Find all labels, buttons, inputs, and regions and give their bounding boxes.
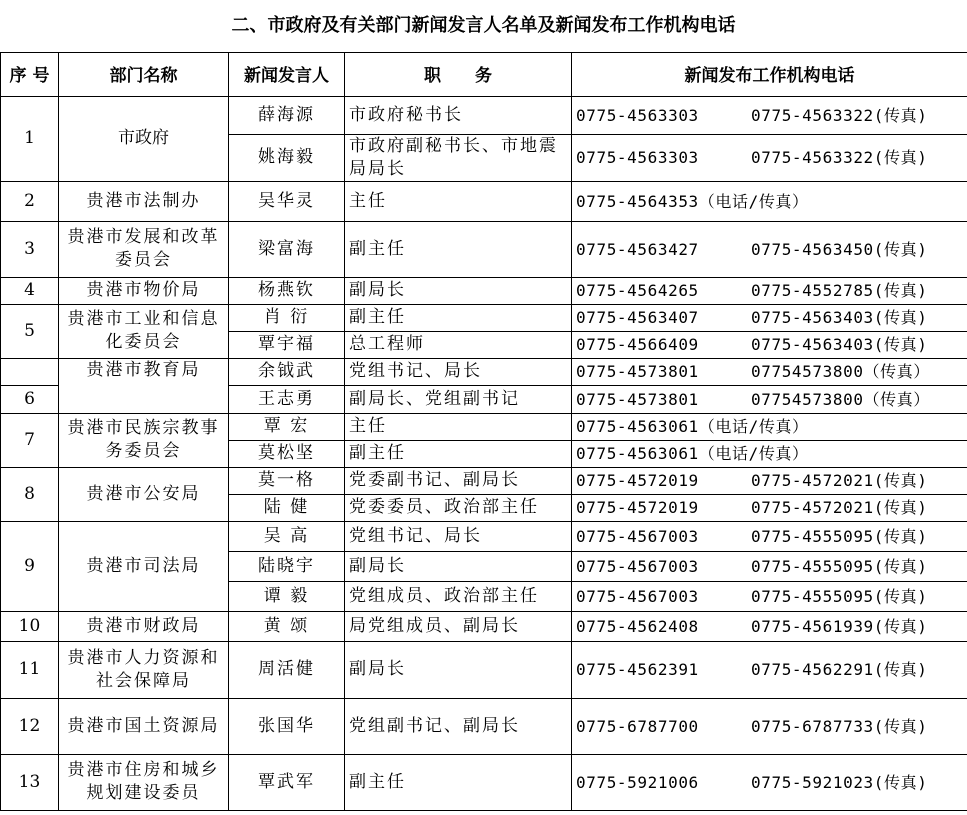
table-row (1, 221, 967, 277)
phone-cell (572, 385, 967, 413)
seq-cell: 3 (1, 221, 59, 277)
table-row (1, 611, 967, 641)
position-cell: 副局长 (345, 551, 572, 581)
header-dept: 部门名称 (59, 52, 229, 96)
phone-main: 0775-5921006 (576, 772, 699, 792)
phone-cell (572, 440, 967, 467)
phone-cell (572, 698, 967, 754)
position-cell: 副主任 (345, 221, 572, 277)
seq-cell: 9 (1, 521, 59, 611)
phone-fax: 0775-4563322(传真) (751, 148, 928, 167)
seq-cell: 2 (1, 181, 59, 221)
page-title: 二、市政府及有关部门新闻发言人名单及新闻发布工作机构电话 (0, 0, 967, 53)
name-cell: 张国华 (229, 698, 345, 754)
dept-cell: 贵港市人力资源和社会保障局 (59, 641, 229, 698)
phone-main: 0775-4563427 (576, 239, 699, 259)
dept-cell: 贵港市司法局 (59, 521, 229, 611)
name-cell: 覃宇福 (229, 331, 345, 358)
phone-main: 0775-4564265 (576, 281, 699, 300)
table-row (1, 467, 967, 494)
position-cell: 党组书记、局长 (345, 521, 572, 551)
name-cell: 覃 宏 (229, 413, 345, 440)
phone-cell (572, 641, 967, 698)
position-cell: 市政府副秘书长、市地震局局长 (345, 134, 572, 181)
phone-main: 0775-4562408 (576, 616, 699, 636)
phone-main: 0775-4563061（电话/传真） (576, 444, 809, 463)
phone-cell (572, 494, 967, 521)
name-cell: 薛海源 (229, 96, 345, 134)
name-cell: 吴 高 (229, 521, 345, 551)
phone-main: 0775-4567003 (576, 586, 699, 606)
header-phone: 新闻发布工作机构电话 (572, 52, 967, 96)
header-spokesman: 新闻发言人 (229, 52, 345, 96)
dept-cell: 市政府 (59, 96, 229, 181)
phone-main: 0775-4563303 (576, 105, 699, 125)
position-cell: 副局长 (345, 277, 572, 304)
phone-main: 0775-4564353（电话/传真） (576, 191, 809, 211)
position-cell: 主任 (345, 181, 572, 221)
position-cell: 主任 (345, 413, 572, 440)
dept-cell: 贵港市国土资源局 (59, 698, 229, 754)
table-row (1, 304, 967, 331)
name-cell: 余钺武 (229, 358, 345, 385)
phone-fax: 0775-5921023(传真) (751, 772, 928, 792)
name-cell: 陆 健 (229, 494, 345, 521)
name-cell: 周活健 (229, 641, 345, 698)
phone-fax: 0775-4555095(传真) (751, 556, 928, 576)
phone-fax: 0775-4562291(传真) (751, 660, 928, 679)
phone-main: 0775-4563303 (576, 148, 699, 167)
position-cell: 总工程师 (345, 331, 572, 358)
dept-cell: 贵港市民族宗教事务委员会 (59, 413, 229, 467)
phone-main: 0775-4563061（电话/传真） (576, 417, 809, 436)
seq-cell: 1 (1, 96, 59, 181)
phone-main: 0775-4566409 (576, 335, 699, 354)
name-cell: 杨燕钦 (229, 277, 345, 304)
name-cell: 王志勇 (229, 385, 345, 413)
dept-cell: 贵港市工业和信息化委员会 (59, 304, 229, 358)
name-cell: 谭 毅 (229, 581, 345, 611)
seq-cell: 12 (1, 698, 59, 754)
dept-cell: 贵港市公安局 (59, 467, 229, 521)
phone-main: 0775-4562391 (576, 660, 699, 679)
header-position: 职 务 (345, 52, 572, 96)
name-cell: 吴华灵 (229, 181, 345, 221)
name-cell: 莫一格 (229, 467, 345, 494)
dept-cell: 贵港市法制办 (59, 181, 229, 221)
phone-fax: 0775-4561939(传真) (751, 616, 928, 636)
table-row (1, 96, 967, 134)
table-row (1, 754, 967, 810)
name-cell: 梁富海 (229, 221, 345, 277)
phone-cell (572, 134, 967, 181)
table-row (1, 277, 967, 304)
seq-cell: 4 (1, 277, 59, 304)
phone-main: 0775-4567003 (576, 526, 699, 546)
table-row (1, 521, 967, 551)
phone-main: 0775-4573801 (576, 362, 699, 381)
name-cell: 覃武军 (229, 754, 345, 810)
seq-cell: 5 (1, 304, 59, 358)
phone-main: 0775-4572019 (576, 498, 699, 517)
position-cell: 副主任 (345, 440, 572, 467)
header-seq: 序 号 (1, 52, 59, 96)
phone-fax: 0775-4563322(传真) (751, 105, 928, 125)
position-cell: 党组成员、政治部主任 (345, 581, 572, 611)
phone-cell (572, 467, 967, 494)
table-row (1, 698, 967, 754)
phone-fax: 0775-4572021(传真) (751, 498, 928, 517)
phone-cell (572, 277, 967, 304)
dept-cell: 贵港市教育局 (59, 358, 229, 413)
table-row (1, 641, 967, 698)
phone-cell (572, 221, 967, 277)
phone-main: 0775-6787700 (576, 716, 699, 736)
position-cell: 局党组成员、副局长 (345, 611, 572, 641)
phone-cell (572, 181, 967, 221)
name-cell: 莫松坚 (229, 440, 345, 467)
dept-cell: 贵港市住房和城乡规划建设委员 (59, 754, 229, 810)
position-cell: 党组书记、局长 (345, 358, 572, 385)
phone-fax: 07754573800（传真） (751, 362, 930, 381)
spokesman-table (0, 52, 967, 811)
phone-cell (572, 611, 967, 641)
position-cell: 副局长、党组副书记 (345, 385, 572, 413)
dept-cell: 贵港市发展和改革委员会 (59, 221, 229, 277)
position-cell: 市政府秘书长 (345, 96, 572, 134)
table-row (1, 181, 967, 221)
phone-main: 0775-4573801 (576, 389, 699, 409)
seq-cell: 6 (1, 385, 59, 413)
phone-fax: 0775-4563403(传真) (751, 335, 928, 354)
phone-main: 0775-4572019 (576, 471, 699, 490)
position-cell: 党委副书记、副局长 (345, 467, 572, 494)
seq-cell (1, 358, 59, 385)
name-cell: 肖 衍 (229, 304, 345, 331)
phone-fax: 0775-4555095(传真) (751, 526, 928, 546)
phone-main: 0775-4567003 (576, 556, 699, 576)
position-cell: 副主任 (345, 754, 572, 810)
phone-cell (572, 96, 967, 134)
position-cell: 副主任 (345, 304, 572, 331)
seq-cell: 10 (1, 611, 59, 641)
name-cell: 黄 颂 (229, 611, 345, 641)
seq-cell: 7 (1, 413, 59, 467)
name-cell: 陆晓宇 (229, 551, 345, 581)
phone-cell (572, 358, 967, 385)
phone-fax: 0775-6787733(传真) (751, 716, 928, 736)
seq-cell: 13 (1, 754, 59, 810)
phone-main: 0775-4563407 (576, 308, 699, 327)
phone-cell (572, 754, 967, 810)
table-row (1, 358, 967, 385)
seq-cell: 8 (1, 467, 59, 521)
dept-cell: 贵港市财政局 (59, 611, 229, 641)
name-cell: 姚海毅 (229, 134, 345, 181)
position-cell: 党委委员、政治部主任 (345, 494, 572, 521)
phone-fax: 0775-4555095(传真) (751, 586, 928, 606)
phone-fax: 07754573800（传真） (751, 389, 930, 409)
phone-fax: 0775-4563403(传真) (751, 308, 928, 327)
phone-cell (572, 521, 967, 551)
phone-cell (572, 581, 967, 611)
phone-fax: 0775-4563450(传真) (751, 239, 928, 259)
position-cell: 党组副书记、副局长 (345, 698, 572, 754)
phone-cell (572, 551, 967, 581)
table-row (1, 413, 967, 440)
seq-cell: 11 (1, 641, 59, 698)
phone-cell (572, 304, 967, 331)
phone-fax: 0775-4572021(传真) (751, 471, 928, 490)
header-row (1, 52, 967, 96)
phone-cell (572, 331, 967, 358)
dept-cell: 贵港市物价局 (59, 277, 229, 304)
phone-cell (572, 413, 967, 440)
phone-fax: 0775-4552785(传真) (751, 281, 928, 300)
position-cell: 副局长 (345, 641, 572, 698)
